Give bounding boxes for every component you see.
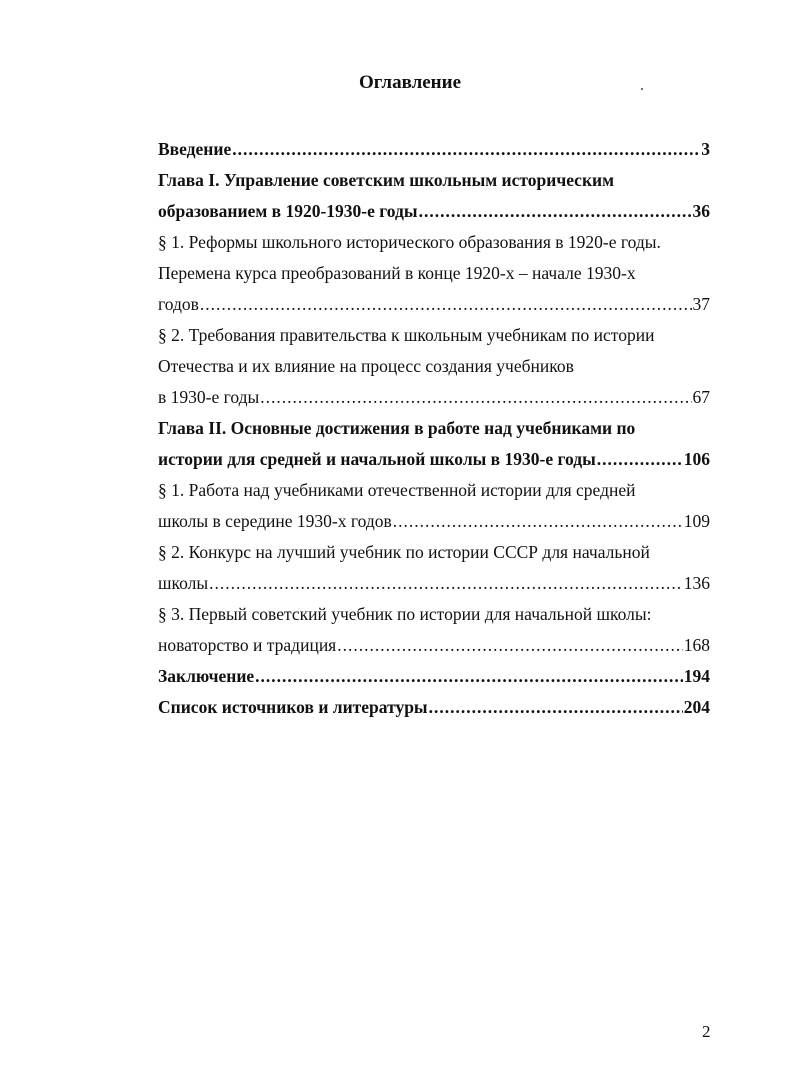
toc-section-2-2-line-1: § 2. Конкурс на лучший учебник по истории СССР для начальной — [158, 542, 650, 562]
dot-leader — [209, 568, 683, 599]
page-number: 2 — [702, 1022, 711, 1041]
toc-page-number: 168 — [683, 635, 710, 655]
toc-page-number: 204 — [683, 697, 710, 717]
toc-entry-section-1-2 — [158, 382, 710, 413]
toc-section-1-1-line-1: § 1. Реформы школьного исторического образования в 1920-е годы. — [158, 232, 661, 252]
dot-leader — [260, 382, 691, 413]
toc-entry-text: годов — [158, 294, 199, 314]
toc-entry-conclusion — [158, 661, 710, 692]
toc-entry-chapter-1 — [158, 196, 710, 227]
toc-page-number: 106 — [683, 449, 710, 469]
toc-entry-section-1-1 — [158, 289, 710, 320]
toc-entry-introduction — [158, 134, 710, 165]
toc-entry-bibliography — [158, 692, 710, 723]
toc-entry-section-2-2 — [158, 568, 710, 599]
toc-entry-text: школы — [158, 573, 209, 593]
toc-page-number: 194 — [683, 666, 710, 686]
toc-page-number: 136 — [683, 573, 710, 593]
toc-page-number: 3 — [701, 139, 710, 159]
dot-leader — [429, 692, 683, 723]
toc-entry-text: образованием в 1920-1930-е годы — [158, 201, 418, 221]
toc-chapter-2-line-1: Глава II. Основные достижения в работе над учебниками по — [158, 418, 636, 438]
toc-entry-text: в 1930-е годы — [158, 387, 260, 407]
toc-section-1-2-line-2: Отечества и их влияние на процесс создания учебников — [158, 356, 574, 376]
toc-page-number: 36 — [692, 201, 710, 221]
toc-section-2-3-line-1: § 3. Первый советский учебник по истории для начальной школы: — [158, 604, 652, 624]
table-of-contents — [158, 134, 710, 723]
toc-entry-text: истории для средней и начальной школы в 1930-е годы — [158, 449, 596, 469]
dot-leader — [255, 661, 683, 692]
dot-leader — [200, 289, 692, 320]
toc-entry-text: новаторство и традиция — [158, 635, 337, 655]
toc-chapter-1-line-1: Глава I. Управление советским школьным историческим — [158, 170, 615, 190]
scan-speck — [641, 88, 643, 90]
toc-section-1-1-line-2: Перемена курса преобразований в конце 1920-х – начале 1930-х — [158, 263, 636, 283]
toc-entry-text: школы в середине 1930-х годов — [158, 511, 392, 531]
toc-page-number: 109 — [683, 511, 710, 531]
toc-entry-chapter-2 — [158, 444, 710, 475]
dot-leader — [419, 196, 692, 227]
toc-entry-text: Список источников и литературы — [158, 697, 428, 717]
dot-leader — [597, 444, 683, 475]
toc-page-number: 67 — [692, 387, 710, 407]
dot-leader — [232, 134, 700, 165]
page-title: Оглавление — [358, 72, 462, 93]
toc-entry-text: Заключение — [158, 666, 255, 686]
toc-entry-section-2-1 — [158, 506, 710, 537]
toc-entry-section-2-3 — [158, 630, 710, 661]
dot-leader — [337, 630, 683, 661]
toc-page-number: 37 — [692, 294, 710, 314]
toc-entry-text: Введение — [158, 139, 232, 159]
dot-leader — [393, 506, 683, 537]
toc-section-1-2-line-1: § 2. Требования правительства к школьным учебникам по истории — [158, 325, 655, 345]
toc-section-2-1-line-1: § 1. Работа над учебниками отечественной истории для средней — [158, 480, 636, 500]
